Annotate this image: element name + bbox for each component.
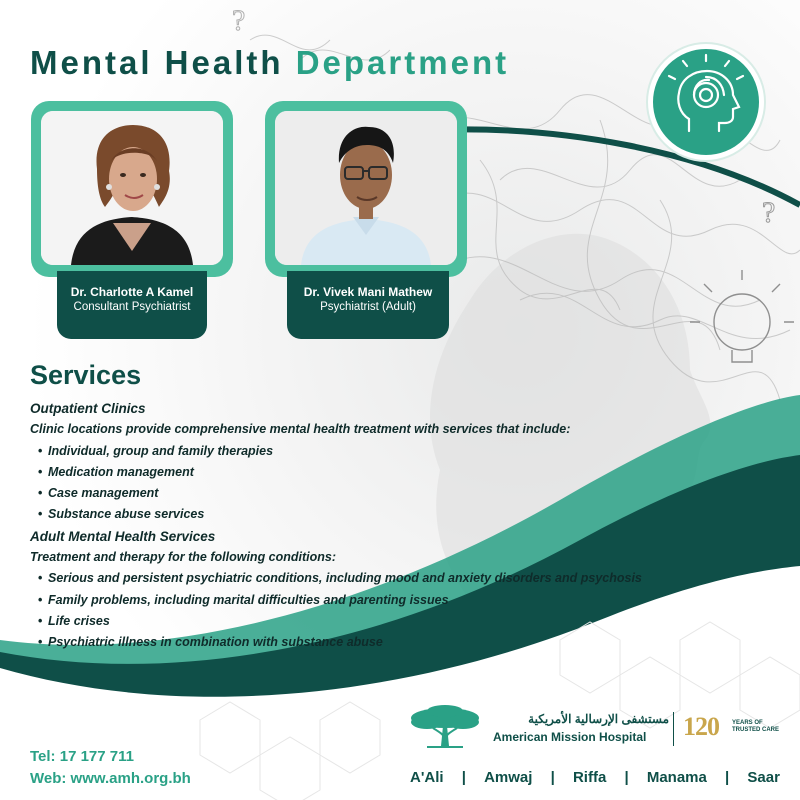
outpatient-intro: Clinic locations provide comprehensive mental health treatment with services that include: [30,422,571,437]
anniversary-caption-line2: TRUSTED CARE [732,727,780,733]
doctor-photo-frame-2 [265,101,467,277]
location-separator: | [725,769,730,786]
location-riffa: Riffa [572,769,607,786]
locations-list [410,769,780,786]
location-separator: | [624,769,629,786]
services-heading: Services [30,360,142,390]
tree-logo-icon [405,704,485,750]
anniversary-caption [732,720,779,734]
website-link[interactable]: Web: www.amh.org.bh [30,770,191,787]
bullet-dot: • [38,592,43,607]
doctor-caption-2 [287,271,449,339]
brain-badge [648,44,764,160]
list-item: • Life crises [30,611,690,632]
bullet-dot: • [38,571,43,586]
logo-divider [673,712,674,746]
question-mark-doodle: ? [762,196,776,229]
list-item: • Family problems, including marital difficulties and parenting issues [30,590,690,611]
contact-info [30,746,191,790]
doctor-portrait-2 [275,111,457,265]
lightbulb-doodle [690,270,794,362]
doctor-role-1: Consultant Psychiatrist [73,301,191,313]
bullet-dot: • [38,635,43,650]
location-separator: | [461,769,466,786]
doctor-photo-2 [275,111,457,265]
doctor-caption-1 [57,271,207,339]
list-item: • Case management [30,483,690,504]
bullet-dot: • [38,464,43,479]
doctor-name-2: Dr. Vivek Mani Mathew [303,285,433,299]
doctor-name-1: Dr. Charlotte A Kamel [70,285,194,299]
bullet-dot: • [38,443,43,458]
location-saar: Saar [747,769,780,786]
doctor-portrait-1 [41,111,223,265]
list-item: • Individual, group and family therapies [30,441,690,462]
doctor-role-2: Psychiatrist (Adult) [320,301,416,313]
title-part1: Mental Health [30,44,284,81]
adult-services-intro: Treatment and therapy for the following conditions: [30,550,337,565]
bullet-dot: • [38,486,43,501]
list-item: • Psychiatric illness in combination with substance abuse [30,632,690,653]
title-part2: Department [295,44,510,81]
location-manama: Manama [646,769,707,786]
list-item: • Substance abuse services [30,504,690,525]
doctor-photo-frame-1 [31,101,233,277]
location-aali: A'Ali [410,769,444,786]
anniversary-number: 120 [683,712,719,741]
bullet-dot: • [38,613,43,628]
list-item: • Medication management [30,462,690,483]
list-item: • Serious and persistent psychiatric conditions, including mood and anxiety disorders and psychosis [30,568,690,589]
location-separator: | [550,769,555,786]
page-title [30,44,509,82]
brain-head-icon [653,49,759,155]
anniversary-caption-line1: YEARS OF [732,720,763,726]
services-section [30,360,690,654]
phone-number[interactable]: Tel: 17 177 711 [30,748,134,765]
hospital-name-arabic: مستشفى الإرسالية الأمريكية [528,712,669,726]
bullet-dot: • [38,507,43,522]
outpatient-title: Outpatient Clinics [30,401,146,416]
doctor-photo-1 [41,111,223,265]
hospital-logo [405,704,785,754]
hospital-name-english: American Mission Hospital [493,730,647,744]
question-mark-doodle: ? [232,4,246,37]
adult-services-title: Adult Mental Health Services [30,528,216,544]
location-amwaj: Amwaj [484,769,533,786]
